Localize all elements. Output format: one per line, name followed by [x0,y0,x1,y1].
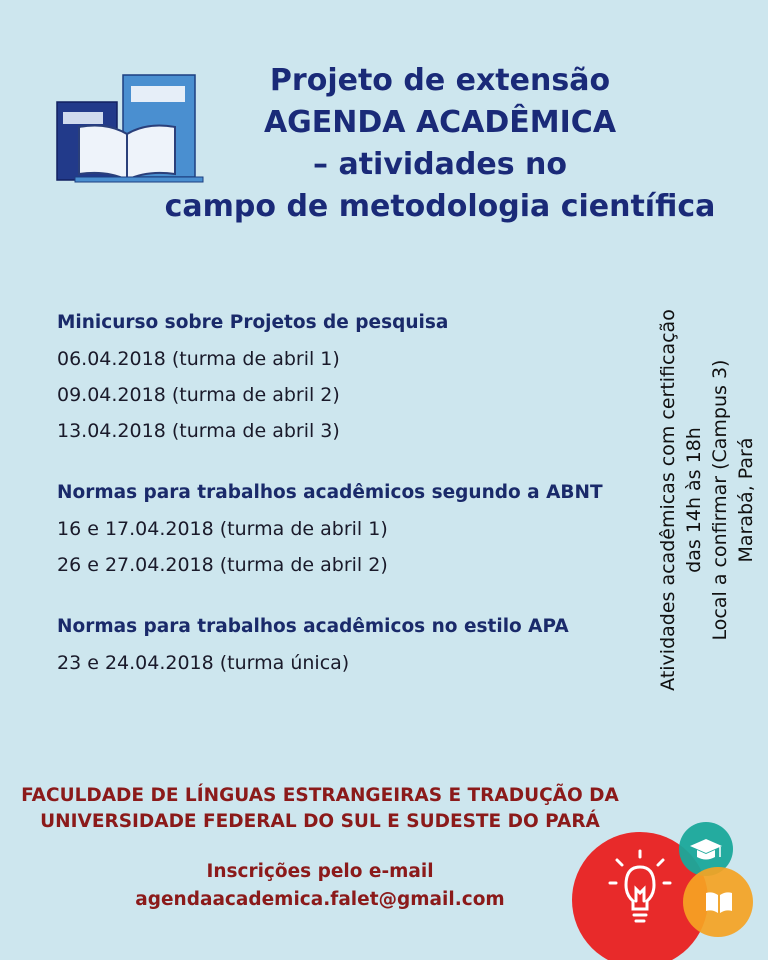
institution-line-1: FACULDADE DE LÍNGUAS ESTRANGEIRAS E TRADUÇÃO DA [21,785,619,806]
institution-line-2: UNIVERSIDADE FEDERAL DO SUL E SUDESTE DO PARÁ [40,811,600,832]
contact [0,858,640,914]
course-date: 23 e 24.04.2018 (turma única) [57,652,350,674]
page-title [140,60,740,228]
registration-email[interactable]: agendaacademica.falet@gmail.com [135,889,505,910]
schedule-time: das 14h às 18h [683,427,705,573]
course-date: 09.04.2018 (turma de abril 2) [57,384,340,406]
course-item [57,475,617,583]
event-info-sidebar [655,300,768,700]
decorative-circles [570,815,768,960]
course-item [57,305,617,449]
course-item [57,609,617,681]
title-line-2: AGENDA ACADÊMICA [263,105,617,140]
course-date: 26 e 27.04.2018 (turma de abril 2) [57,554,388,576]
registration-label: Inscrições pelo e-mail [206,861,434,882]
course-date: 06.04.2018 (turma de abril 1) [57,348,340,370]
course-list [57,305,617,707]
course-date: 13.04.2018 (turma de abril 3) [57,420,340,442]
course-date: 16 e 17.04.2018 (turma de abril 1) [57,518,388,540]
course-title: Minicurso sobre Projetos de pesquisa [57,312,449,333]
title-line-1: Projeto de extensão [269,63,611,98]
city: Marabá, Pará [735,437,757,563]
title-line-3: – atividades no [313,147,567,182]
certification-note: Atividades acadêmicas com certificação [657,309,679,691]
title-line-4: campo de metodologia científica [164,189,716,224]
institution-name [0,783,640,835]
course-title: Normas para trabalhos acadêmicos no estilo APA [57,616,569,637]
location-note: Local a confirmar (Campus 3) [709,359,731,641]
course-title: Normas para trabalhos acadêmicos segundo a ABNT [57,482,603,503]
